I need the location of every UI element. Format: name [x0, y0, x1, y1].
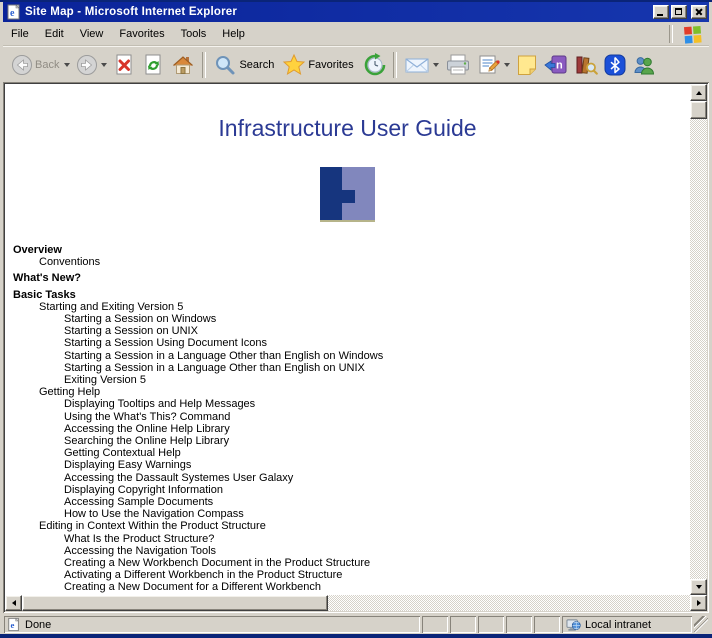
sitemap-link[interactable]: Starting and Exiting Version 5	[39, 300, 184, 313]
sitemap-link[interactable]: Displaying Easy Warnings	[64, 459, 192, 472]
search-label: Search	[239, 58, 275, 71]
statusbar-pane	[478, 616, 504, 633]
sitemap-link[interactable]: Editing in Context Within the Product Structure	[39, 520, 266, 533]
favorites-button[interactable]	[279, 50, 358, 80]
search-icon	[213, 53, 237, 77]
scroll-down-button[interactable]	[690, 579, 707, 595]
svg-text:n: n	[555, 59, 563, 71]
sitemap-link[interactable]: Displaying Tooltips and Help Messages	[64, 398, 256, 411]
horizontal-scrollbar[interactable]	[5, 595, 707, 611]
sitemap-link[interactable]: How to Use the Navigation Compass	[64, 508, 244, 521]
horizontal-scrollbar-thumb[interactable]	[22, 595, 328, 611]
sitemap-list	[5, 244, 690, 606]
menubar	[3, 23, 709, 46]
sitemap-link[interactable]: Accessing the Navigation Tools	[64, 544, 217, 557]
favorites-star-icon	[282, 53, 306, 77]
back-dropdown-icon[interactable]	[64, 63, 70, 67]
menubar-right	[669, 23, 709, 45]
security-zone-pane	[562, 616, 692, 633]
browser-viewport	[3, 82, 709, 613]
toolbar-separator	[202, 52, 206, 78]
edit-page-icon	[477, 53, 501, 77]
mail-icon	[404, 54, 430, 76]
toolbar	[3, 46, 709, 82]
sitemap-link[interactable]: Exiting Version 5	[64, 374, 146, 387]
back-icon	[11, 54, 33, 76]
close-button[interactable]	[691, 5, 707, 19]
stop-button[interactable]	[110, 50, 139, 80]
research-button[interactable]	[571, 50, 601, 80]
svg-text:e: e	[10, 8, 15, 19]
books-search-icon	[574, 53, 598, 77]
ie-document-icon	[7, 617, 21, 632]
sitemap-header: What's New?	[13, 272, 82, 285]
forward-button[interactable]	[73, 50, 110, 80]
messenger-button[interactable]	[629, 50, 659, 80]
vertical-scrollbar-track[interactable]	[690, 84, 707, 595]
forward-icon	[76, 54, 98, 76]
statusbar-pane	[422, 616, 448, 633]
bluetooth-button[interactable]	[601, 50, 629, 80]
sitemap-link[interactable]: Activating a Different Workbench in the Product Structure	[64, 569, 343, 582]
sitemap-link[interactable]: Starting a Session in a Language Other than English on Windows	[64, 349, 384, 362]
toolbar-separator	[393, 52, 397, 78]
sitemap-header: Basic Tasks	[13, 288, 76, 301]
sitemap-link[interactable]: Searching the Online Help Library	[64, 435, 230, 448]
mail-button[interactable]	[401, 50, 442, 80]
menubar-separator	[669, 25, 673, 43]
sitemap-header: Overview	[13, 244, 62, 256]
scroll-right-button[interactable]	[690, 595, 707, 611]
messenger-people-icon	[632, 53, 656, 77]
sitemap-link[interactable]: Creating a New Document for a Different Workbench	[64, 581, 321, 594]
mail-dropdown-icon[interactable]	[433, 63, 439, 67]
sitemap-link[interactable]: Getting Help	[39, 386, 101, 399]
local-intranet-icon	[566, 618, 581, 632]
svg-text:e: e	[10, 620, 15, 630]
vertical-scrollbar-thumb[interactable]	[690, 101, 707, 119]
menu-edit[interactable]: Edit	[44, 28, 64, 40]
resize-grip[interactable]	[694, 616, 708, 633]
onenote-icon	[544, 53, 568, 77]
menu-favorites[interactable]: Favorites	[119, 28, 165, 40]
favorites-label: Favorites	[308, 58, 354, 71]
sitemap-link[interactable]: Starting a Session Using Document Icons	[64, 337, 267, 350]
statusbar-pane	[534, 616, 560, 633]
status-text: Done	[25, 618, 52, 631]
history-icon	[362, 53, 386, 77]
maximize-button[interactable]	[671, 5, 687, 19]
scroll-up-button[interactable]	[690, 84, 707, 101]
page-content	[5, 84, 690, 595]
edit-button[interactable]	[474, 50, 513, 80]
menu-tools[interactable]: Tools	[180, 28, 207, 40]
sitemap-link[interactable]: What Is the Product Structure?	[64, 532, 215, 545]
discuss-button[interactable]	[513, 50, 541, 80]
search-button[interactable]	[210, 50, 279, 80]
vertical-scrollbar[interactable]	[690, 84, 707, 595]
menu-help[interactable]: Help	[222, 28, 245, 40]
sitemap-link[interactable]: Starting a Session in a Language Other than English on UNIX	[64, 361, 365, 374]
home-button[interactable]	[168, 50, 198, 80]
statusbar-pane	[506, 616, 532, 633]
sitemap-link[interactable]: Using the What's This? Command	[64, 410, 231, 423]
stop-icon	[113, 53, 136, 77]
print-button[interactable]	[442, 50, 474, 80]
edit-dropdown-icon[interactable]	[504, 63, 510, 67]
page-title: Infrastructure User Guide	[218, 115, 477, 141]
statusbar-pane	[450, 616, 476, 633]
sitemap-link[interactable]: Starting a Session on UNIX	[64, 325, 198, 338]
sitemap-link[interactable]: Creating a New Workbench Document in the Product Structure	[64, 557, 371, 570]
statusbar	[3, 613, 709, 634]
sitemap-link[interactable]: Starting a Session on Windows	[64, 313, 217, 326]
security-zone-text: Local intranet	[585, 618, 652, 631]
refresh-button[interactable]	[139, 50, 168, 80]
sitemap-link[interactable]: Accessing the Online Help Library	[64, 422, 230, 435]
bluetooth-icon	[604, 54, 626, 76]
home-icon	[171, 53, 195, 77]
forward-dropdown-icon[interactable]	[101, 63, 107, 67]
windows-logo-throbber	[679, 24, 707, 44]
window-title: Site Map - Microsoft Internet Explorer	[25, 6, 238, 18]
scroll-left-button[interactable]	[5, 595, 22, 611]
minimize-button[interactable]	[653, 5, 669, 19]
status-pane	[4, 616, 420, 633]
sitemap-link[interactable]: Getting Contextual Help	[64, 447, 181, 460]
send-to-onenote-button[interactable]	[541, 50, 571, 80]
back-button[interactable]	[8, 50, 73, 80]
application-logo	[320, 167, 375, 222]
back-label: Back	[35, 58, 60, 71]
print-icon	[445, 53, 471, 77]
history-button[interactable]	[359, 50, 389, 80]
titlebar[interactable]	[3, 2, 709, 22]
sitemap-link[interactable]: Accessing the Dassault Systemes User Galaxy	[64, 471, 294, 484]
refresh-icon	[142, 53, 165, 77]
ie-document-icon	[6, 4, 22, 20]
sitemap-link[interactable]: Accessing Sample Documents	[64, 496, 214, 509]
sitemap-link[interactable]: Conventions	[39, 256, 101, 269]
window-bottom-border	[0, 634, 712, 638]
menu-file[interactable]: File	[11, 28, 29, 40]
sticky-note-icon	[516, 53, 538, 77]
sitemap-link[interactable]: Displaying Copyright Information	[64, 483, 223, 496]
menu-view[interactable]: View	[79, 28, 104, 40]
